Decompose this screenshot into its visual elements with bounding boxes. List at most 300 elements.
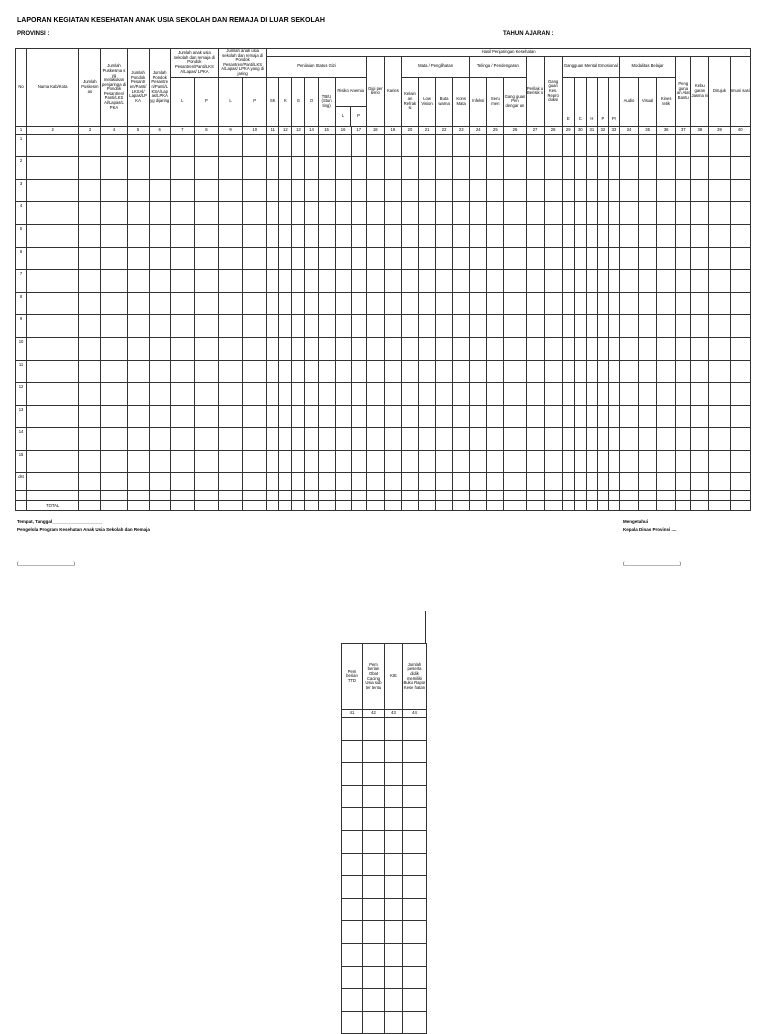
table-cell[interactable] xyxy=(342,718,363,741)
table-cell[interactable] xyxy=(366,179,384,202)
table-cell[interactable] xyxy=(544,202,562,225)
table-cell[interactable] xyxy=(504,202,526,225)
table-cell[interactable] xyxy=(149,491,170,501)
table-cell[interactable] xyxy=(363,830,385,853)
table-cell[interactable] xyxy=(335,315,351,338)
table-cell[interactable] xyxy=(385,808,403,831)
table-cell[interactable] xyxy=(526,179,544,202)
table-cell[interactable] xyxy=(574,157,586,180)
table-cell[interactable] xyxy=(691,450,709,473)
table-cell[interactable] xyxy=(639,360,657,383)
table-cell[interactable] xyxy=(401,157,418,180)
table-cell[interactable] xyxy=(194,428,218,451)
table-cell[interactable] xyxy=(219,270,243,293)
table-cell[interactable] xyxy=(562,337,574,360)
table-cell[interactable] xyxy=(487,428,504,451)
table-cell[interactable] xyxy=(363,808,385,831)
table-cell[interactable] xyxy=(544,315,562,338)
table-cell[interactable] xyxy=(574,134,586,157)
table-cell[interactable] xyxy=(305,270,318,293)
table-cell[interactable] xyxy=(401,501,418,511)
table-cell[interactable] xyxy=(27,360,79,383)
table-cell[interactable] xyxy=(194,383,218,406)
table-cell[interactable] xyxy=(562,383,574,406)
table-cell[interactable] xyxy=(453,224,470,247)
table-cell[interactable] xyxy=(453,360,470,383)
table-cell[interactable] xyxy=(27,337,79,360)
table-cell[interactable] xyxy=(194,491,218,501)
table-cell[interactable] xyxy=(436,224,453,247)
table-cell[interactable] xyxy=(366,383,384,406)
table-cell[interactable] xyxy=(170,473,194,491)
table-cell[interactable] xyxy=(127,247,149,270)
table-cell[interactable] xyxy=(279,473,292,491)
table-cell[interactable] xyxy=(453,134,470,157)
table-cell[interactable] xyxy=(351,224,366,247)
table-cell[interactable] xyxy=(608,134,619,157)
table-cell[interactable] xyxy=(619,224,638,247)
table-cell[interactable] xyxy=(544,270,562,293)
table-cell[interactable] xyxy=(709,157,730,180)
table-cell[interactable] xyxy=(608,270,619,293)
table-cell[interactable] xyxy=(504,501,526,511)
table-cell[interactable] xyxy=(335,224,351,247)
table-cell[interactable] xyxy=(597,383,608,406)
table-cell[interactable] xyxy=(657,360,676,383)
table-cell[interactable] xyxy=(401,202,418,225)
table-cell[interactable] xyxy=(586,315,597,338)
table-cell[interactable] xyxy=(504,179,526,202)
table-cell[interactable] xyxy=(149,292,170,315)
table-cell[interactable] xyxy=(401,360,418,383)
table-cell[interactable] xyxy=(419,157,436,180)
table-cell[interactable] xyxy=(401,247,418,270)
table-cell[interactable] xyxy=(27,270,79,293)
table-cell[interactable] xyxy=(597,247,608,270)
table-cell[interactable] xyxy=(657,202,676,225)
table-cell[interactable] xyxy=(544,383,562,406)
table-cell[interactable] xyxy=(292,202,305,225)
table-cell[interactable] xyxy=(419,360,436,383)
table-cell[interactable] xyxy=(305,428,318,451)
table-cell[interactable] xyxy=(436,501,453,511)
table-cell[interactable] xyxy=(470,270,487,293)
table-cell[interactable] xyxy=(657,134,676,157)
table-cell[interactable] xyxy=(318,315,335,338)
table-cell[interactable] xyxy=(401,491,418,501)
table-cell[interactable] xyxy=(676,292,691,315)
table-cell[interactable] xyxy=(691,247,709,270)
table-cell[interactable] xyxy=(403,989,427,1012)
table-cell[interactable] xyxy=(384,337,401,360)
table-cell[interactable] xyxy=(586,202,597,225)
table-cell[interactable] xyxy=(384,491,401,501)
table-cell[interactable] xyxy=(279,157,292,180)
table-cell[interactable] xyxy=(608,247,619,270)
table-cell[interactable] xyxy=(487,134,504,157)
table-cell[interactable] xyxy=(504,247,526,270)
table-cell[interactable] xyxy=(676,405,691,428)
table-cell[interactable] xyxy=(279,292,292,315)
table-cell[interactable] xyxy=(562,202,574,225)
table-cell[interactable] xyxy=(436,491,453,501)
table-cell[interactable] xyxy=(79,134,101,157)
table-cell[interactable] xyxy=(149,501,170,511)
table-cell[interactable] xyxy=(279,337,292,360)
table-cell[interactable] xyxy=(149,473,170,491)
table-cell[interactable] xyxy=(691,491,709,501)
table-cell[interactable] xyxy=(504,224,526,247)
table-cell[interactable] xyxy=(267,157,279,180)
table-cell[interactable] xyxy=(267,224,279,247)
table-cell[interactable] xyxy=(619,134,638,157)
table-cell[interactable] xyxy=(101,337,127,360)
table-cell[interactable] xyxy=(127,501,149,511)
table-cell[interactable] xyxy=(504,315,526,338)
table-cell[interactable] xyxy=(586,501,597,511)
table-cell[interactable] xyxy=(526,247,544,270)
table-cell[interactable] xyxy=(562,270,574,293)
table-cell[interactable] xyxy=(27,202,79,225)
table-cell[interactable] xyxy=(586,292,597,315)
table-cell[interactable] xyxy=(219,247,243,270)
table-cell[interactable] xyxy=(243,337,267,360)
table-cell[interactable] xyxy=(318,473,335,491)
table-cell[interactable] xyxy=(363,718,385,741)
table-cell[interactable] xyxy=(363,785,385,808)
table-cell[interactable] xyxy=(194,179,218,202)
table-cell[interactable] xyxy=(279,491,292,501)
table-cell[interactable] xyxy=(453,473,470,491)
table-cell[interactable] xyxy=(267,315,279,338)
table-cell[interactable] xyxy=(385,966,403,989)
table-cell[interactable] xyxy=(243,491,267,501)
table-cell[interactable] xyxy=(243,224,267,247)
table-cell[interactable] xyxy=(305,157,318,180)
table-cell[interactable] xyxy=(127,428,149,451)
table-cell[interactable] xyxy=(586,383,597,406)
table-cell[interactable] xyxy=(586,473,597,491)
table-cell[interactable] xyxy=(574,428,586,451)
table-cell[interactable] xyxy=(470,134,487,157)
table-cell[interactable] xyxy=(487,491,504,501)
table-cell[interactable] xyxy=(691,292,709,315)
table-cell[interactable] xyxy=(127,224,149,247)
table-cell[interactable] xyxy=(79,224,101,247)
table-cell[interactable] xyxy=(267,337,279,360)
table-cell[interactable] xyxy=(384,405,401,428)
table-cell[interactable] xyxy=(657,450,676,473)
table-cell[interactable] xyxy=(79,450,101,473)
table-cell[interactable] xyxy=(267,247,279,270)
table-cell[interactable] xyxy=(597,224,608,247)
table-cell[interactable] xyxy=(608,315,619,338)
table-cell[interactable] xyxy=(436,360,453,383)
table-cell[interactable] xyxy=(101,224,127,247)
table-cell[interactable] xyxy=(608,501,619,511)
table-cell[interactable] xyxy=(335,428,351,451)
table-cell[interactable] xyxy=(619,202,638,225)
table-cell[interactable] xyxy=(676,360,691,383)
table-cell[interactable] xyxy=(318,383,335,406)
table-cell[interactable] xyxy=(436,337,453,360)
table-cell[interactable] xyxy=(318,428,335,451)
table-cell[interactable] xyxy=(403,830,427,853)
table-cell[interactable] xyxy=(544,428,562,451)
table-cell[interactable] xyxy=(335,360,351,383)
table-cell[interactable] xyxy=(170,360,194,383)
table-cell[interactable] xyxy=(267,501,279,511)
table-cell[interactable] xyxy=(170,383,194,406)
table-cell[interactable] xyxy=(562,247,574,270)
table-cell[interactable] xyxy=(363,898,385,921)
table-cell[interactable] xyxy=(101,473,127,491)
table-cell[interactable] xyxy=(267,491,279,501)
table-cell[interactable] xyxy=(335,134,351,157)
table-cell[interactable] xyxy=(335,405,351,428)
table-cell[interactable] xyxy=(366,157,384,180)
table-cell[interactable] xyxy=(267,383,279,406)
table-cell[interactable] xyxy=(676,134,691,157)
table-cell[interactable] xyxy=(363,763,385,786)
table-cell[interactable] xyxy=(470,473,487,491)
table-cell[interactable] xyxy=(384,360,401,383)
table-cell[interactable] xyxy=(403,740,427,763)
table-cell[interactable] xyxy=(101,428,127,451)
table-cell[interactable] xyxy=(401,337,418,360)
table-cell[interactable] xyxy=(351,473,366,491)
table-cell[interactable] xyxy=(243,247,267,270)
table-cell[interactable] xyxy=(279,134,292,157)
table-cell[interactable] xyxy=(730,405,750,428)
table-cell[interactable] xyxy=(436,247,453,270)
table-cell[interactable] xyxy=(219,473,243,491)
table-cell[interactable] xyxy=(639,292,657,315)
table-cell[interactable] xyxy=(419,383,436,406)
table-cell[interactable] xyxy=(170,202,194,225)
table-cell[interactable] xyxy=(453,179,470,202)
table-cell[interactable] xyxy=(504,292,526,315)
table-cell[interactable] xyxy=(342,785,363,808)
table-cell[interactable] xyxy=(574,501,586,511)
table-cell[interactable] xyxy=(639,501,657,511)
table-cell[interactable] xyxy=(639,270,657,293)
table-cell[interactable] xyxy=(436,292,453,315)
table-cell[interactable] xyxy=(385,1011,403,1034)
table-cell[interactable] xyxy=(608,491,619,501)
table-cell[interactable] xyxy=(730,179,750,202)
table-cell[interactable] xyxy=(453,405,470,428)
table-cell[interactable] xyxy=(504,383,526,406)
table-cell[interactable] xyxy=(676,202,691,225)
table-cell[interactable] xyxy=(385,785,403,808)
table-cell[interactable] xyxy=(149,360,170,383)
table-cell[interactable] xyxy=(79,247,101,270)
table-cell[interactable] xyxy=(342,898,363,921)
table-cell[interactable] xyxy=(470,491,487,501)
table-cell[interactable] xyxy=(639,247,657,270)
table-cell[interactable] xyxy=(318,501,335,511)
table-cell[interactable] xyxy=(453,292,470,315)
table-cell[interactable] xyxy=(619,157,638,180)
table-cell[interactable] xyxy=(691,360,709,383)
table-cell[interactable] xyxy=(363,989,385,1012)
table-cell[interactable] xyxy=(504,134,526,157)
table-cell[interactable] xyxy=(305,179,318,202)
table-cell[interactable] xyxy=(574,337,586,360)
table-cell[interactable] xyxy=(453,501,470,511)
table-cell[interactable] xyxy=(292,134,305,157)
table-cell[interactable] xyxy=(219,224,243,247)
table-cell[interactable] xyxy=(526,473,544,491)
table-cell[interactable] xyxy=(419,134,436,157)
table-cell[interactable] xyxy=(403,785,427,808)
table-cell[interactable] xyxy=(401,428,418,451)
table-cell[interactable] xyxy=(342,921,363,944)
table-cell[interactable] xyxy=(639,157,657,180)
table-cell[interactable] xyxy=(608,157,619,180)
table-cell[interactable] xyxy=(384,501,401,511)
table-cell[interactable] xyxy=(194,134,218,157)
table-cell[interactable] xyxy=(279,450,292,473)
table-cell[interactable] xyxy=(487,292,504,315)
table-cell[interactable] xyxy=(586,157,597,180)
table-cell[interactable] xyxy=(342,853,363,876)
table-cell[interactable] xyxy=(79,270,101,293)
table-cell[interactable] xyxy=(544,405,562,428)
table-cell[interactable] xyxy=(544,450,562,473)
table-cell[interactable] xyxy=(363,966,385,989)
table-cell[interactable] xyxy=(730,491,750,501)
table-cell[interactable] xyxy=(709,134,730,157)
table-cell[interactable] xyxy=(27,383,79,406)
table-cell[interactable] xyxy=(487,383,504,406)
table-cell[interactable] xyxy=(149,157,170,180)
table-cell[interactable] xyxy=(562,428,574,451)
table-cell[interactable] xyxy=(709,202,730,225)
table-cell[interactable] xyxy=(243,428,267,451)
table-cell[interactable] xyxy=(101,383,127,406)
table-cell[interactable] xyxy=(351,270,366,293)
table-cell[interactable] xyxy=(526,360,544,383)
table-cell[interactable] xyxy=(127,491,149,501)
table-cell[interactable] xyxy=(562,491,574,501)
table-cell[interactable] xyxy=(243,450,267,473)
table-cell[interactable] xyxy=(194,360,218,383)
table-cell[interactable] xyxy=(318,247,335,270)
table-cell[interactable] xyxy=(363,943,385,966)
table-cell[interactable] xyxy=(597,501,608,511)
table-cell[interactable] xyxy=(470,360,487,383)
table-cell[interactable] xyxy=(127,383,149,406)
table-cell[interactable] xyxy=(194,202,218,225)
table-cell[interactable] xyxy=(487,501,504,511)
table-cell[interactable] xyxy=(487,315,504,338)
table-cell[interactable] xyxy=(243,501,267,511)
table-cell[interactable] xyxy=(504,270,526,293)
table-cell[interactable] xyxy=(608,224,619,247)
table-cell[interactable] xyxy=(619,247,638,270)
table-cell[interactable] xyxy=(366,473,384,491)
table-cell[interactable] xyxy=(419,270,436,293)
table-cell[interactable] xyxy=(194,405,218,428)
table-cell[interactable] xyxy=(292,270,305,293)
table-cell[interactable] xyxy=(335,292,351,315)
table-cell[interactable] xyxy=(27,405,79,428)
table-cell[interactable] xyxy=(470,501,487,511)
table-cell[interactable] xyxy=(487,179,504,202)
table-cell[interactable] xyxy=(639,383,657,406)
table-cell[interactable] xyxy=(730,270,750,293)
table-cell[interactable] xyxy=(384,157,401,180)
table-cell[interactable] xyxy=(608,473,619,491)
table-cell[interactable] xyxy=(453,450,470,473)
table-cell[interactable] xyxy=(419,337,436,360)
table-cell[interactable] xyxy=(730,383,750,406)
table-cell[interactable] xyxy=(219,134,243,157)
table-cell[interactable] xyxy=(401,292,418,315)
table-cell[interactable] xyxy=(219,501,243,511)
table-cell[interactable] xyxy=(292,315,305,338)
table-cell[interactable] xyxy=(544,179,562,202)
table-cell[interactable] xyxy=(403,718,427,741)
table-cell[interactable] xyxy=(487,224,504,247)
table-cell[interactable] xyxy=(526,383,544,406)
table-cell[interactable] xyxy=(574,405,586,428)
table-cell[interactable] xyxy=(487,337,504,360)
table-cell[interactable] xyxy=(79,292,101,315)
table-cell[interactable] xyxy=(342,830,363,853)
table-cell[interactable] xyxy=(243,270,267,293)
table-cell[interactable] xyxy=(676,270,691,293)
table-cell[interactable] xyxy=(101,405,127,428)
table-cell[interactable] xyxy=(318,179,335,202)
table-cell[interactable] xyxy=(419,428,436,451)
table-cell[interactable] xyxy=(292,157,305,180)
table-cell[interactable] xyxy=(562,473,574,491)
table-cell[interactable] xyxy=(639,179,657,202)
table-cell[interactable] xyxy=(403,921,427,944)
table-cell[interactable] xyxy=(194,224,218,247)
table-cell[interactable] xyxy=(305,224,318,247)
table-cell[interactable] xyxy=(385,853,403,876)
table-cell[interactable] xyxy=(267,134,279,157)
table-cell[interactable] xyxy=(709,224,730,247)
table-cell[interactable] xyxy=(79,202,101,225)
table-cell[interactable] xyxy=(504,337,526,360)
table-cell[interactable] xyxy=(487,247,504,270)
table-cell[interactable] xyxy=(366,405,384,428)
table-cell[interactable] xyxy=(730,315,750,338)
table-cell[interactable] xyxy=(351,337,366,360)
table-cell[interactable] xyxy=(608,202,619,225)
table-cell[interactable] xyxy=(470,292,487,315)
table-cell[interactable] xyxy=(351,247,366,270)
table-cell[interactable] xyxy=(730,473,750,491)
table-cell[interactable] xyxy=(194,315,218,338)
table-cell[interactable] xyxy=(366,450,384,473)
table-cell[interactable] xyxy=(657,491,676,501)
table-cell[interactable] xyxy=(691,473,709,491)
table-cell[interactable] xyxy=(351,157,366,180)
table-cell[interactable] xyxy=(544,292,562,315)
table-cell[interactable] xyxy=(676,501,691,511)
table-cell[interactable] xyxy=(279,270,292,293)
table-cell[interactable] xyxy=(335,157,351,180)
table-cell[interactable] xyxy=(657,157,676,180)
table-cell[interactable] xyxy=(149,202,170,225)
table-cell[interactable] xyxy=(544,157,562,180)
